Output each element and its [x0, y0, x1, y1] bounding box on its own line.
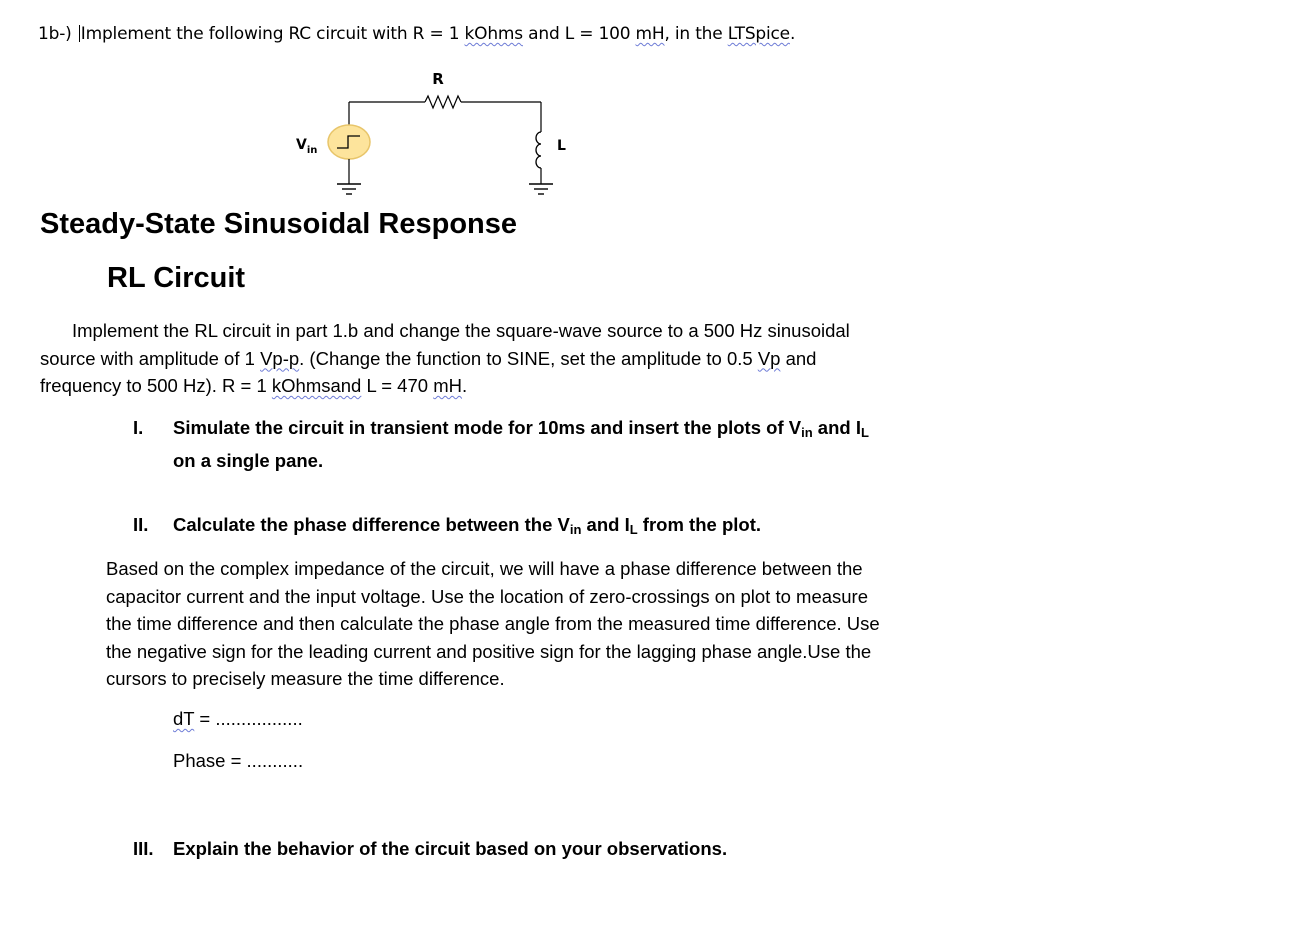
description-paragraph — [40, 317, 860, 400]
explanation-paragraph: Based on the complex impedance of the circuit, we will have a phase difference between the capacitor current and the input voltage. Use the location of zero-crossings on plot to measure the time difference and then calculate the phase angle from the measured time difference. Use the negative sign for the leading current and positive sign for the lagging phase angle.Use the cursors to precisely measure the time difference. — [106, 558, 880, 690]
intro-text-d: . — [789, 24, 796, 44]
inductor-label: L — [557, 138, 566, 154]
phase-label: Phase = — [173, 750, 247, 771]
source-label-subscript: in — [306, 145, 318, 156]
spell-mh: mH — [635, 24, 665, 44]
text-cursor — [79, 25, 80, 42]
intro-text-a: Implement the following RC circuit with R = 1 — [80, 24, 465, 44]
intro-text-b: and L = 100 — [522, 24, 636, 44]
question-2-text: Calculate the phase difference between the $V_{in}$ and $I_L$ from the plot. — [173, 514, 761, 537]
dt-answer-line — [173, 708, 303, 730]
intro-line — [38, 24, 795, 44]
spell-kohmsand: kOhmsand — [271, 375, 362, 396]
spell-kohms: kOhms — [464, 24, 523, 44]
source-label: $V_{in}$ — [296, 137, 318, 156]
question-1-text: Simulate the circuit in transient mode for 10ms and insert the plots of $V_{in}$ and $I_L$ on a single pane. — [173, 417, 869, 471]
resistor-symbol — [425, 96, 461, 108]
ground-symbol-right — [529, 184, 553, 194]
question-3-text: Explain the behavior of the circuit based on your observations. — [173, 838, 728, 859]
intro-text-c: , in the — [664, 24, 728, 44]
heading-main: Steady-State Sinusoidal Response — [40, 208, 518, 240]
question-3-number: III. — [133, 838, 154, 859]
inductor-symbol — [536, 132, 541, 168]
rl-circuit-diagram — [280, 60, 580, 205]
spell-dt: dT — [173, 708, 195, 729]
description-line-1: Implement the RL circuit in part 1.b and change the square-wave source to a 500 Hz sinusoidal — [72, 320, 850, 341]
spell-ltspice: LTSpice — [727, 24, 790, 44]
phase-answer-line — [173, 750, 303, 772]
description-line-3: frequency to 500 Hz). R = 1 kOhmsand L = 470 mH. — [40, 375, 468, 396]
phase-answer-blank[interactable]: ........... — [246, 750, 304, 771]
dt-answer-blank[interactable]: = ................. — [194, 708, 303, 729]
spell-mh-2: mH — [433, 375, 462, 396]
question-2-number: II. — [133, 514, 149, 535]
description-line-2: source with amplitude of 1 Vp-p. (Change the function to SINE, set the amplitude to 0.5 Vp and — [40, 347, 817, 369]
intro-prefix: 1b-) — [38, 24, 72, 44]
heading-sub: RL Circuit — [107, 262, 246, 294]
spell-vp: Vp — [757, 347, 781, 369]
spell-vpp: Vp-p — [260, 347, 300, 369]
resistor-label: R — [432, 70, 444, 88]
square-wave-source — [328, 125, 370, 159]
question-1-number: I. — [133, 417, 144, 438]
ground-symbol-left — [337, 184, 361, 194]
